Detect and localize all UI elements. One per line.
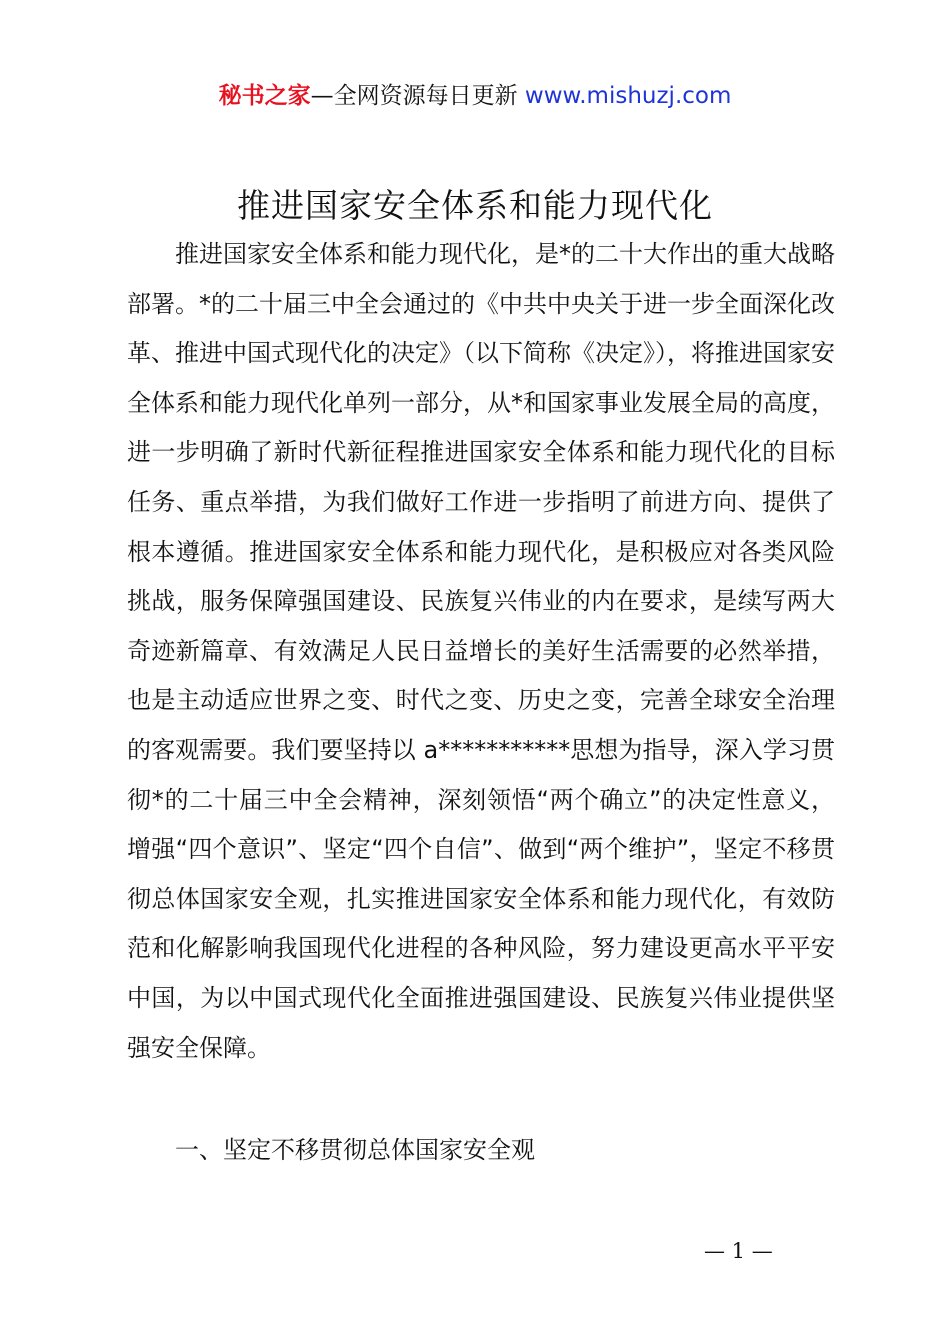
site-slogan: —全网资源每日更新: [310, 83, 525, 109]
section-heading: 一、坚定不移贯彻总体国家安全观: [175, 1136, 535, 1164]
site-header: [0, 80, 950, 112]
intro-paragraph: 推进国家安全体系和能力现代化，是*的二十大作出的重大战略部署。*的二十届三中全会通过的《中共中央关于进一步全面深化改革、推进中国式现代化的决定》（以下简称《决定》），将推进国家安全体系和能力现代化单列一部分，从*和国家事业发展全局的高度，进一步明确了新时代新征程推进国家安全体系和能力现代化的目标任务、重点举措，为我们做好工作进一步指明了前进方向、提供了根本遵循。推进国家安全体系和能力现代化，是积极应对各类风险挑战，服务保障强国建设、民族复兴伟业的内在要求，是续写两大奇迹新篇章、有效满足人民日益增长的美好生活需要的必然举措，也是主动适应世界之变、时代之变、历史之变，完善全球安全治理的客观需要。我们要坚持以 a***********思想为指导，深入学习贯彻*的二十届三中全会精神，深刻领悟“两个确立”的决定性意义，增强“四个意识”、坚定“四个自信”、做到“两个维护”，坚定不移贯彻总体国家安全观，扎实推进国家安全体系和能力现代化，有效防范和化解影响我国现代化进程的各种风险，努力建设更高水平平安中国，为以中国式现代化全面推进强国建设、民族复兴伟业提供坚强安全保障。: [127, 240, 835, 1062]
document-title: 推进国家安全体系和能力现代化: [237, 186, 713, 225]
site-brand: 秘书之家: [218, 83, 311, 109]
site-url-link[interactable]: www.mishuzj.com: [524, 83, 732, 109]
page-number: — 1 —: [704, 1239, 773, 1263]
